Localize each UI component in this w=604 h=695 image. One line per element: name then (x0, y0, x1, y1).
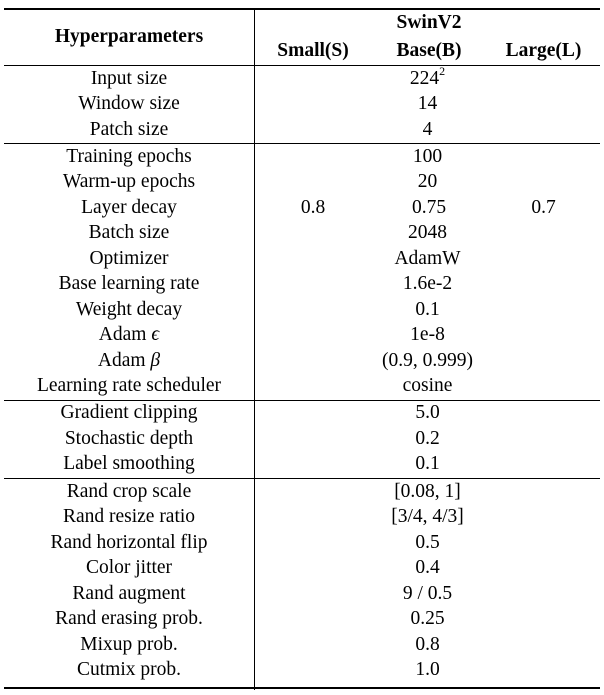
top-rule (4, 8, 600, 10)
row-name: Label smoothing (63, 453, 195, 474)
header-small: Small(S) (277, 40, 349, 61)
row-name: Layer decay (81, 197, 177, 218)
row-value-base: 224 (409, 68, 440, 89)
row-name: Input size (90, 68, 168, 89)
row-name-text: Adam (97, 350, 146, 371)
header-large: Large(L) (505, 40, 582, 61)
epsilon-symbol: ϵ (151, 324, 160, 345)
row-value: cosine (402, 375, 453, 396)
header-swinv2: SwinV2 (396, 12, 462, 33)
row-name: Rand horizontal flip (50, 532, 208, 553)
row-value: 0.1 (415, 453, 440, 474)
row-value: 1.0 (415, 659, 440, 680)
row-value: 20 (417, 171, 438, 192)
row-name: Base learning rate (58, 273, 200, 294)
row-name: Learning rate scheduler (36, 375, 222, 396)
row-value: (0.9, 0.999) (382, 350, 473, 371)
row-name: Gradient clipping (60, 402, 198, 423)
row-name: Warm-up epochs (62, 171, 196, 192)
row-name: Rand augment (72, 583, 186, 604)
row-name: Stochastic depth (64, 428, 194, 449)
row-name: Batch size (88, 222, 170, 243)
row-value: 4 (422, 119, 433, 140)
row-value: 100 (412, 146, 443, 167)
row-name: Cutmix prob. (76, 659, 181, 680)
row-name: Rand resize ratio (62, 506, 196, 527)
row-value: 2048 (408, 222, 447, 243)
row-value: 5.0 (415, 402, 440, 423)
row-value: 1e-8 (410, 324, 445, 345)
row-name: Rand crop scale (66, 481, 192, 502)
row-value (255, 63, 600, 91)
row-name: Color jitter (85, 557, 173, 578)
row-value-base: 0.75 (411, 197, 447, 218)
row-name: Mixup prob. (80, 634, 178, 655)
row-name: Patch size (89, 119, 169, 140)
row-name-text: Adam (98, 324, 147, 345)
row-value: 14 (417, 93, 438, 114)
row-value-small: 0.8 (300, 197, 326, 218)
row-value: 1.6e-2 (402, 273, 453, 294)
row-name: Training epochs (66, 146, 192, 167)
beta-symbol: β (150, 350, 161, 371)
row-value: 0.2 (415, 428, 440, 449)
row-value: 0.4 (415, 557, 440, 578)
row-value: 9 / 0.5 (402, 583, 453, 604)
row-value: 0.25 (410, 608, 445, 629)
row-name: Weight decay (75, 299, 183, 320)
row-value-large: 0.7 (531, 197, 556, 218)
bottom-rule (4, 687, 600, 689)
row-name: Rand erasing prob. (55, 608, 203, 629)
row-value: 0.1 (415, 299, 440, 320)
row-value-superscript: 2 (439, 63, 446, 78)
header-hyperparameters: Hyperparameters (54, 26, 204, 47)
row-value: AdamW (394, 248, 461, 269)
row-name: Optimizer (89, 248, 169, 269)
row-name (4, 348, 254, 373)
row-name: Window size (78, 93, 180, 114)
row-value: 0.8 (415, 634, 440, 655)
row-name (4, 322, 254, 347)
header-base: Base(B) (396, 40, 462, 61)
row-value: 0.5 (415, 532, 440, 553)
row-value: [0.08, 1] (394, 481, 461, 502)
row-value: [3/4, 4/3] (391, 506, 464, 527)
